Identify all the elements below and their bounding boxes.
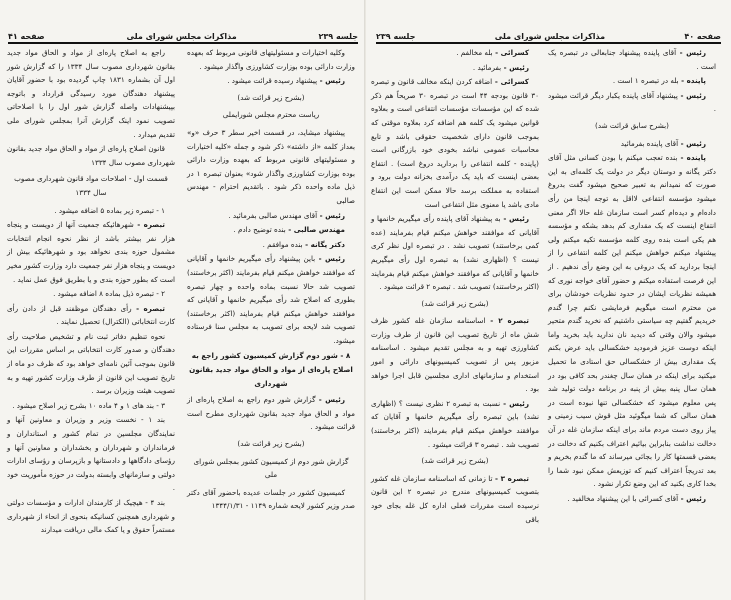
paragraph xyxy=(548,89,716,116)
paragraph xyxy=(548,137,716,151)
paragraph-text: بنده توضیح دادم . xyxy=(233,225,286,235)
paragraph-text: بنده تعجب میکنم با بودن کسانی مثل آقای دکتر یگانه و دوستان دیگر در دولت یک کلمه‌ای به این صورت که نمیدانم به تعبیر صحیح میشود گفت بدروغ میشود مؤسسه انتفاعی لااقل به توجه اینجا من رأی داده‌ام و دیده‌ام کسر است سازمان غله حالا اگر معنی انتفاع اینست که یک مقداری کم بدهد بشکه و مؤسسه هم یکی است بنده روی کلمه مؤسسه تکیه میکنم ولی پیشنهاد میکنم خواهش میکنم این کلمه انتفاعی را از اینجا بردارید که یک دروغی به این وضع رأی ندهیم . از این فرصت استفاده میکنم و حضور آقای خواجه نوری که همیشه نظریات ایشان در حدود نظریات خودشان برای من محترم است میگویم فرمایشی نکنم چرا گندم خریدیم گفتیم چه سیاستی داشتیم که نخرید گندم متحیر میشود والان وقتی که دیدید نان ندارید باید بخرید واما اینکه دوست عزیز فرمودید خشکسالی باید عرض بکنم یک مقداری بیش از خشکسالی حق استادی ما تحمیل میکنید برای اینکه در همان سال چغندر بحد کافی بود در همان سال پنبه بیش از پنبه در برنامه دولت تولید شد پس معلوم میشود که خشکسالی تنها نبوده است در همان سالی که شما میگوئید مثل قوش سیب زمینی و پیاز روی دست مردم ماند برای اینکه سازمان غله در آن دخالت نداشت بنابراین بیائیم اعتراف بکنیم که دخالت در بعضی قسمتها کار را بجائی میرساند که ما گندم بخریم و بعد تدریجاً اعتراف کنیم که توزیعش ممکن نبود شما را بخدا کاری بکنید که این وضع تکرار نشود . xyxy=(548,153,716,489)
paragraph-text: ۱ - تبصره زیر بماده ۵ اضافه میشود . xyxy=(54,205,165,215)
paragraph-text: شهرهائیکه جمعیت آنها از دویست و پنجاه هزار نفر بیشتر باشد از نظر نحوه انجام انتخابات مشمول حوزه بندی نخواهد بود و شهرهائیکه بیش از دویست و پنجاه هزار نفر جمعیت دارد وزارت کشور مخیر است که بطور حوزه بندی و یا بطریق فوق عمل نماید . xyxy=(7,220,175,284)
centered-note xyxy=(371,454,539,468)
speaker-name: رئیس - xyxy=(678,138,706,148)
centered-note xyxy=(548,119,716,133)
paragraph xyxy=(187,126,355,208)
speaker-name: رئیس - xyxy=(317,210,345,220)
paragraph xyxy=(187,486,355,513)
paragraph-text: آقای پاینده پیشنهاد جنابعالی در تبصره یک است . xyxy=(548,48,716,71)
paragraph-text: بنده موافقم . xyxy=(262,239,303,249)
paragraph-text: باین پیشنهاد رأی میگیریم خانمها و آقایانی که موافقند خواهش میکنم قیام بفرمایند (اکثر برخاستند) تصویب شد حالا نسبت بماده واحده و چهار تبصره بطوری که اصلاح شد رأی میگیریم خانمها و آقایانی که موافقند خواهش میکنم قیام بفرمایند (اکثر برخاستند) تصویب شد لایحه برای تصویب به مجلس سنا فرستاده میشود. xyxy=(187,254,355,345)
paragraph-text: آقای کسرائی با این پیشنهاد مخالفید . xyxy=(567,494,679,503)
session-number: جلسه ۲۳۹ xyxy=(376,32,416,41)
paragraph xyxy=(7,330,175,398)
speaker-name: کسرائی - xyxy=(492,77,529,87)
session-number: جلسه ۲۳۹ xyxy=(318,32,358,41)
paragraph-text: قسمت اول - اصلاحات مواد قانون شهرداری مصوب سال ۱۳۳۴ xyxy=(14,174,168,197)
paragraph xyxy=(7,218,175,286)
paragraph-text: اضافه کردن اینکه مخالف قانون و تبصره ۳۰ قانون بودجه ۴۴ است در تبصره ۳۰ صریحاً هم ذکر شده که این مؤسسات مؤسسات انتفاعی است و بعلاوه قوانین میشود یک کلمه هم اضافه کرد بعلاوه موقتی که بموجب قانون دارای شخصیت حقوقی باشد و تابع محاسبات عمومی نباشد بخودی خود بازرگانی است (پاینده - کلمه انتفاعی را بردارید دروغ است) . انتفاع بعضی اینست که باید یک درآمدی بخزانه دولت برود و استفاده به مملکت برسد حالا ممکن است این انتفاع مادی باشد یا معنوی مثل انتفاعی است xyxy=(371,77,539,209)
speaker-name: پاینده - xyxy=(677,153,706,163)
paragraph xyxy=(371,75,539,211)
paragraph-text: رأی دهندگان موظفند قبل از دادن رأی کارت انتخاباتی (الکترال) تحصیل نمایند . xyxy=(7,303,175,327)
speaker-name: تبصره - xyxy=(133,220,165,230)
paragraph-text: ۸ - شور دوم گزارش کمیسیون کشور راجع به اصلاح پاره‌ای از مواد و الحاق مواد جدید بقانون شهرداری xyxy=(189,351,353,388)
speaker-name: رئیس - xyxy=(315,395,346,405)
publication-title: مذاکرات مجلس شورای ملی xyxy=(126,32,237,41)
section-heading xyxy=(187,349,355,390)
speaker-name: رئیس - xyxy=(315,254,345,264)
speaker-name: تبصره - xyxy=(131,303,165,313)
paragraph-text: آقای پاینده بفرمائید xyxy=(620,138,679,148)
speaker-name: مهندس صالبی - xyxy=(285,225,345,235)
paragraph xyxy=(371,314,539,396)
speaker-name: رئیس - xyxy=(677,90,707,100)
page-number: صفحه ۴۱ xyxy=(8,32,45,41)
speaker-name: تبصره ۲ - xyxy=(485,316,529,326)
paragraph-text: بند ۴ - هیچیک از کارمندان ادارات و مؤسسات دولتی و شهرداری همچنین کسانیکه بنحوی از انحاء از شهرداری مستمراً حقوق و یا کمک مالی دریافت میدارند xyxy=(7,498,175,535)
speaker-name: رئیس - xyxy=(500,398,530,408)
publication-title: مذاکرات مجلس شورای ملی xyxy=(494,32,606,41)
paragraph xyxy=(371,46,539,60)
paragraph xyxy=(7,399,175,413)
speaker-name: رئیس - xyxy=(678,494,706,503)
paragraph xyxy=(187,74,355,88)
speaker-name: دکتر یگانه - xyxy=(302,239,345,249)
paragraph-text: بفرمائید . xyxy=(472,62,502,72)
text-column-left xyxy=(371,46,539,527)
paragraph xyxy=(187,46,355,73)
paragraph-text: ۳ - بند های ۱ و ۴ ماده ۱۰ بشرح زیر اصلاح میشود . xyxy=(12,400,165,410)
speaker-name: کسرائی - xyxy=(492,48,529,57)
centered-note xyxy=(187,437,355,451)
paragraph-text: (بشرح زیر قرائت شد) xyxy=(421,298,489,308)
text-column-left xyxy=(7,46,175,538)
paragraph-text: (بشرح زیر قرائت شد) xyxy=(237,439,305,449)
speaker-name: رئیس - xyxy=(500,214,529,224)
centered-note xyxy=(187,91,355,105)
paragraph xyxy=(7,46,175,141)
paragraph-text: نسبت به تبصره ۲ نظری نیست ؟ (اظهاری نشد) باین تبصره رأی میگیریم خانمها و آقایان که موافقند خواهش میکنم قیام بفرمایند (اکثر برخاستند) تصویب شد . تبصره ۳ قرائت میشود . xyxy=(371,398,539,449)
paragraph xyxy=(7,142,175,169)
page-number: صفحه ۴۰ xyxy=(684,32,721,41)
paragraph-text: کمیسیون کشور در جلسات عدیده باحضور آقای دکتر صدر وزیر کشور لایحه شماره ۱۱۴۹ - ۱۳۴۴/۱/۳۱ xyxy=(187,487,355,511)
paragraph xyxy=(7,204,175,218)
speaker-name: پاینده - xyxy=(678,76,706,86)
paragraph xyxy=(371,61,539,75)
speaker-name: رئیس - xyxy=(676,48,707,57)
paragraph-text: پیشنهاد میشاید، در قسمت اخیر سطر ۳ حرف «و» بعداز کلمه «از داشته» ذکر شود و جمله «کلیه اختیارات و مسئولیتهای قانونی مربوط که بعهده وزارت دارائی بوده بوزارت کشاورزی واگذار شود» بعنوان تبصره ۱ در ذیل ماده واحده ذکر شود . باتقدیم احترام - مهندس صالبی xyxy=(187,127,355,205)
paragraph-text: تا زمانی که اساسنامه سازمان غله کشور بتصویب کمیسیونهای مندرج در تبصره ۲ این قانون نرسیده است مقررات فعلی اداره کل غله بجای خود باقی xyxy=(371,473,539,524)
paragraph-text: (بشرح زیر قرائت شد) xyxy=(237,92,305,102)
paragraph-text: بله در تبصره ۱ است . xyxy=(612,76,679,86)
book-gutter xyxy=(364,0,366,600)
paragraph-text: نحوه تنظیم دفاتر ثبت نام و تشخیص صلاحیت رأی دهندگان و صدور کارت انتخاباتی بر اساس مقررات این قانون بموجب آئین نامه‌ای خواهد بود که ظرف دو ماه از تاریخ تصویب این قانون از طرف وزارت کشور تهیه و به تصویب هیئت وزیران برسد . xyxy=(7,331,175,396)
paragraph-text: پیشنهاد آقای پاینده یکبار دیگر قرائت میشود . xyxy=(548,90,716,114)
paragraph xyxy=(187,252,355,347)
paragraph-text: اساسنامه سازمان غله کشور ظرف شش ماه از تاریخ تصویب این قانون از طرف وزارت کشاورزی تهیه و به مجلس تقدیم میشود . اساسنامه مزبور پس از تصویب کمیسیونهای دارائی و امور استخدام و سازمانهای اداری مجلسین قابل اجرا خواهد بود . xyxy=(371,316,539,394)
paragraph-text: وکلیه اختیارات و مسئولیتهای قانونی مربوط که بعهده وزارت دارائی بوده بوزارت کشاورزی واگذار میشود . xyxy=(187,48,355,71)
paragraph xyxy=(548,492,716,506)
paragraph xyxy=(187,223,355,237)
speaker-name: تبصره ۳ - xyxy=(492,473,529,483)
speaker-name: رئیس - xyxy=(501,62,529,72)
paragraph xyxy=(371,212,539,294)
paragraph-text: راجع به اصلاح پاره‌ای از مواد و الحاق مواد جدید بقانون شهرداری مصوب سال ۱۳۳۴ را که گزارش شور اول آن بشماره ۱۸۳۱ چاپ گردیده بود با حضور آقایان پیشنهاد دهندگان مورد رسیدگی قرارداد و باتوجه بپیشنهادات واصله گزارش شور اول را با اصلاحاتی تصویب نمود اینک گزارش آنرا بمجلس شورای ملی تقدیم میدارد . xyxy=(7,48,175,139)
centered-note xyxy=(187,108,355,122)
paragraph-text: ریاست محترم مجلس شورایملی xyxy=(222,110,320,120)
text-column-right xyxy=(548,46,716,507)
paragraph xyxy=(7,302,175,329)
paragraph xyxy=(548,46,716,73)
paragraph-text: گزارش شور دوم از کمیسیون کشور بمجلس شورای ملی xyxy=(193,456,349,480)
paragraph xyxy=(548,74,716,88)
paragraph-text: به پیشنهاد آقای پاینده رأی میگیریم خانمها و آقایانی که موافقند خواهش میکنم قیام بفرمایند (عده کمی برخاستند) تصویب نشد . در تبصره اول نظر کری نیست ؟ (اظهاری نشد) به تبصره اول رأی میگیریم خانمها و آقایانی که موافقند خواهش میکنم قیام بفرمایند (اکثر برخاستند) تصویب شد . تبصره ۲ قرائت میشود . xyxy=(371,214,539,292)
paragraph-text: (بشرح زیر قرائت شد) xyxy=(421,456,489,466)
centered-note xyxy=(7,172,175,199)
text-column-right xyxy=(187,46,355,514)
page-header xyxy=(8,30,358,44)
paragraph-text: ۲ - تبصره ذیل بماده ۸ اضافه میشود . xyxy=(53,289,165,299)
paragraph-text: آقای مهندس صالبی بفرمائید . xyxy=(228,210,318,220)
paragraph xyxy=(187,238,355,252)
paragraph xyxy=(187,209,355,223)
paragraph-text: قانون اصلاح پاره‌ای از مواد و الحاق مواد جدید بقانون شهرداری مصوب سال ۱۳۳۴ xyxy=(7,144,175,167)
paragraph xyxy=(371,472,539,526)
paragraph xyxy=(187,393,355,434)
speaker-name: رئیس - xyxy=(317,76,345,86)
centered-note xyxy=(371,297,539,311)
page-header xyxy=(376,30,721,44)
paragraph-text: (بشرح سابق قرائت شد) xyxy=(595,120,669,130)
paragraph-text: بله مخالفم . xyxy=(456,48,493,57)
centered-note xyxy=(187,455,355,482)
paragraph xyxy=(371,397,539,451)
paragraph xyxy=(548,151,716,491)
paragraph-text: بند ۱ - نخست وزیر و وزیران و معاونین آنها و نمایندگان مجلسین در تمام کشور و استانداران و فرمانداران و شهرداران و بخشداران و معاونین آنها و رؤسای دادگاهها و دادستانها و بازپرسان و رؤسای ادارات دولتی و سازمانهای وابسته بدولت در حوزه مأموریت خود . xyxy=(7,415,175,493)
paragraph xyxy=(7,496,175,537)
paragraph xyxy=(7,413,175,495)
paragraph-text: گزارش شور دوم راجع به اصلاح پاره‌ای از مواد و الحاق مواد جدید بقانون شهرداری مطرح است قرائت میشود . xyxy=(187,395,355,432)
paragraph xyxy=(7,287,175,301)
paragraph-text: پیشنهاد رسیده قرائت میشود . xyxy=(227,76,318,86)
